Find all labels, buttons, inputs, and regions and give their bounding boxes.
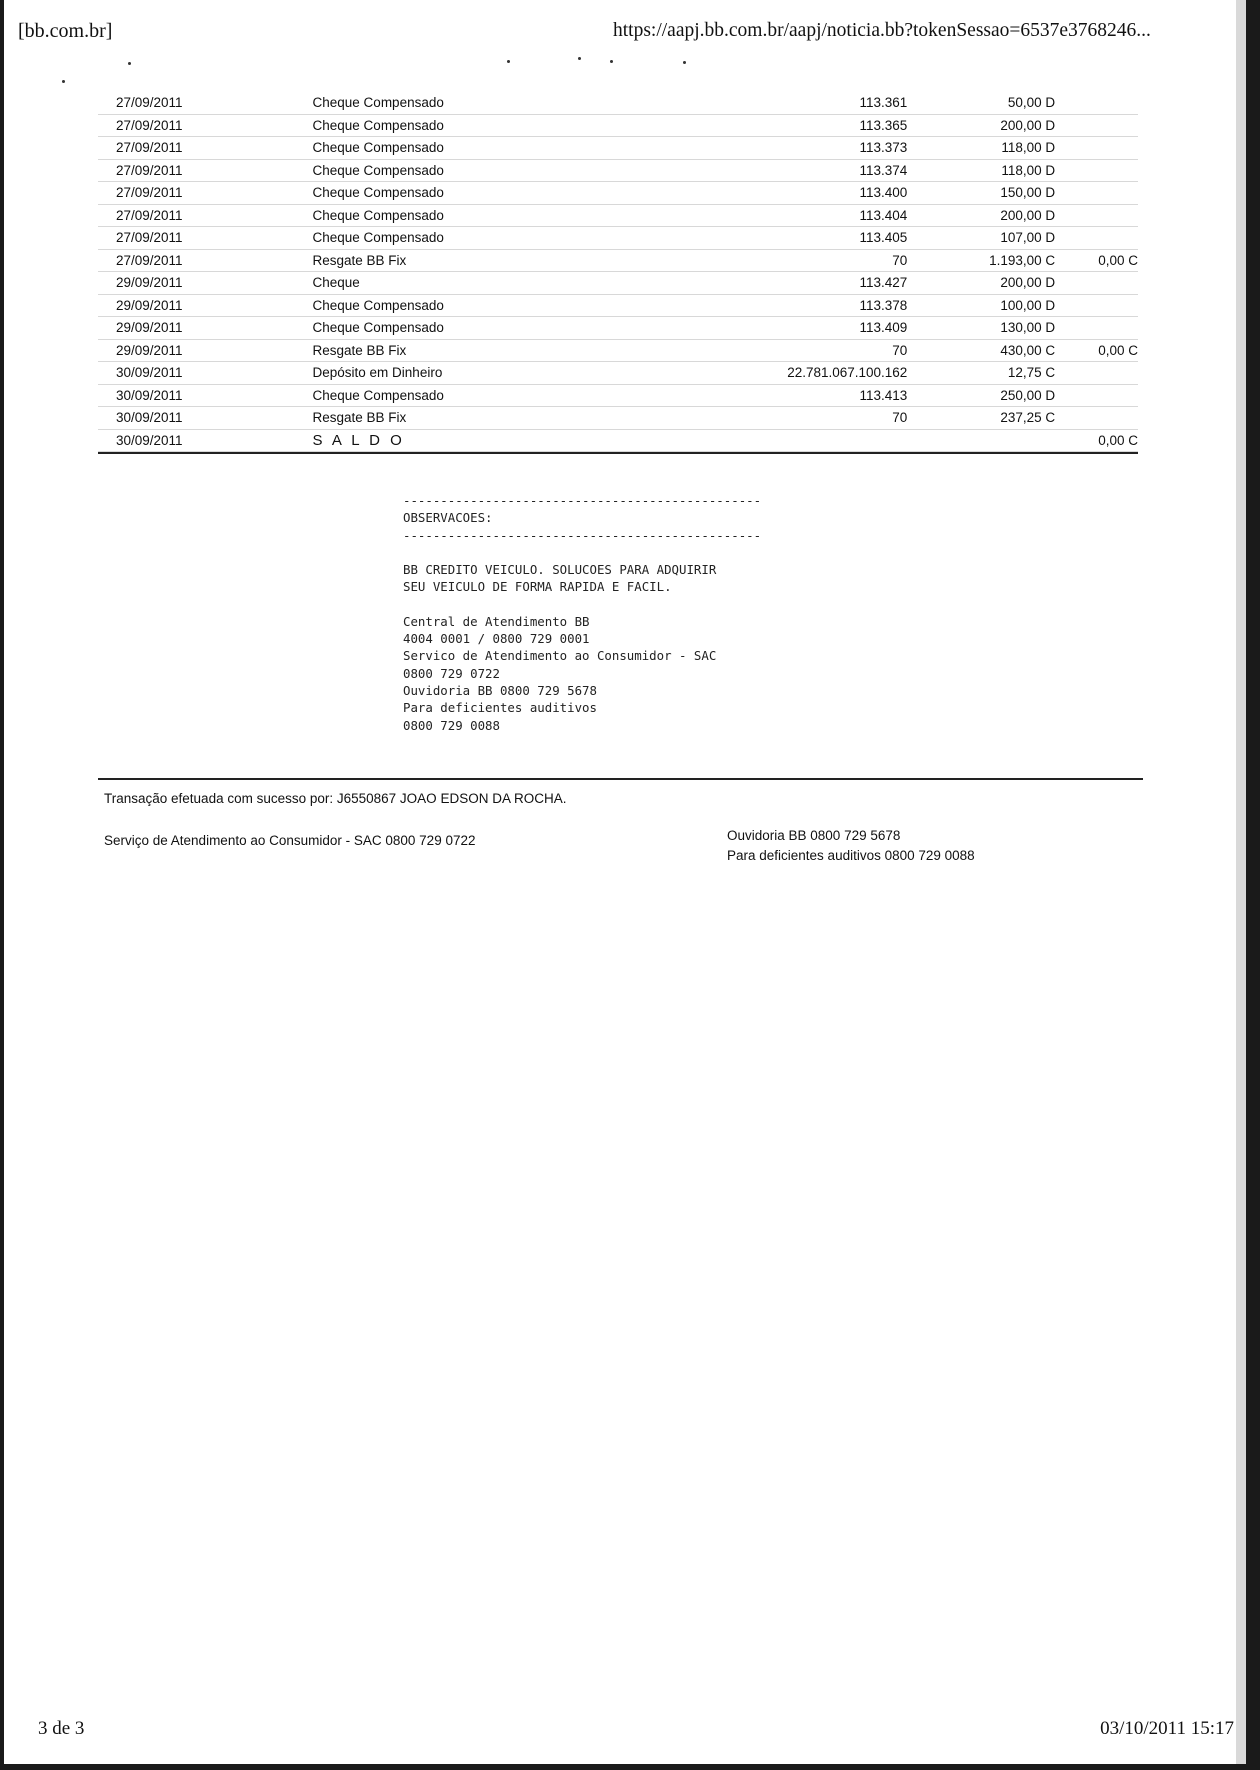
row-document: 113.373 bbox=[653, 137, 907, 160]
row-document: 70 bbox=[653, 249, 907, 272]
statement-row bbox=[98, 339, 1138, 362]
row-date: 27/09/2011 bbox=[98, 249, 313, 272]
statement-row bbox=[98, 114, 1138, 137]
observations-block bbox=[403, 492, 761, 734]
row-history: Cheque bbox=[313, 272, 653, 295]
row-date: 30/09/2011 bbox=[98, 362, 313, 385]
row-value: 200,00 D bbox=[907, 204, 1055, 227]
sac-contact: Serviço de Atendimento ao Consumidor - SAC 0800 729 0722 bbox=[104, 833, 476, 848]
statement-row bbox=[98, 429, 1138, 452]
row-history: Cheque Compensado bbox=[313, 294, 653, 317]
row-value: 237,25 C bbox=[907, 407, 1055, 430]
ouvidoria-contacts bbox=[727, 826, 975, 866]
row-document: 113.405 bbox=[653, 227, 907, 250]
row-value: 107,00 D bbox=[907, 227, 1055, 250]
row-balance: 0,00 C bbox=[1055, 339, 1138, 362]
statement-row bbox=[98, 362, 1138, 385]
row-date: 27/09/2011 bbox=[98, 204, 313, 227]
scan-edge-right bbox=[1246, 0, 1260, 1770]
row-history: Depósito em Dinheiro bbox=[313, 362, 653, 385]
row-balance bbox=[1055, 272, 1138, 295]
row-value: 130,00 D bbox=[907, 317, 1055, 340]
row-document: 113.400 bbox=[653, 182, 907, 205]
row-balance bbox=[1055, 182, 1138, 205]
row-history: Cheque Compensado bbox=[313, 114, 653, 137]
scan-speck bbox=[578, 57, 581, 60]
row-date: 29/09/2011 bbox=[98, 317, 313, 340]
observations-title: OBSERVACOES: bbox=[403, 510, 493, 526]
row-history: Cheque Compensado bbox=[313, 137, 653, 160]
scan-speck bbox=[507, 60, 510, 63]
row-document: 113.374 bbox=[653, 159, 907, 182]
row-value: 150,00 D bbox=[907, 182, 1055, 205]
row-value: 1.193,00 C bbox=[907, 249, 1055, 272]
ouvidoria-line: Ouvidoria BB 0800 729 5678 bbox=[727, 828, 901, 843]
row-date: 30/09/2011 bbox=[98, 429, 313, 452]
row-date: 27/09/2011 bbox=[98, 159, 313, 182]
statement-row bbox=[98, 272, 1138, 295]
row-date: 27/09/2011 bbox=[98, 137, 313, 160]
row-balance bbox=[1055, 294, 1138, 317]
scan-speck bbox=[683, 61, 686, 64]
row-balance: 0,00 C bbox=[1055, 429, 1138, 452]
statement-end-rule bbox=[98, 452, 1138, 454]
row-document: 113.361 bbox=[653, 92, 907, 114]
row-date: 27/09/2011 bbox=[98, 92, 313, 114]
row-document: 70 bbox=[653, 339, 907, 362]
statement-row bbox=[98, 317, 1138, 340]
row-document: 113.365 bbox=[653, 114, 907, 137]
row-value: 200,00 D bbox=[907, 272, 1055, 295]
header-site: [bb.com.br] bbox=[18, 20, 113, 42]
row-history: Resgate BB Fix bbox=[313, 339, 653, 362]
observation-line: Central de Atendimento BB bbox=[403, 613, 590, 629]
row-date: 29/09/2011 bbox=[98, 339, 313, 362]
statement-row bbox=[98, 294, 1138, 317]
observations-dashes-top: ------------------------------------------------ bbox=[403, 493, 762, 508]
row-value: 250,00 D bbox=[907, 384, 1055, 407]
row-date: 27/09/2011 bbox=[98, 182, 313, 205]
row-value bbox=[907, 429, 1055, 452]
observation-line: 0800 729 0088 bbox=[403, 717, 500, 733]
scan-speck bbox=[610, 60, 613, 63]
row-history: Cheque Compensado bbox=[313, 204, 653, 227]
scan-edge-right-shadow bbox=[1236, 0, 1246, 1770]
row-document: 113.409 bbox=[653, 317, 907, 340]
statement-rows bbox=[98, 92, 1138, 452]
row-date: 30/09/2011 bbox=[98, 384, 313, 407]
transaction-confirmation: Transação efetuada com sucesso por: J6550867 JOAO EDSON DA ROCHA. bbox=[104, 791, 567, 806]
row-history: Resgate BB Fix bbox=[313, 249, 653, 272]
row-document bbox=[653, 429, 907, 452]
observation-line: Servico de Atendimento ao Consumidor - SAC bbox=[403, 648, 717, 664]
scan-edge-bottom bbox=[0, 1764, 1260, 1770]
observation-line: Para deficientes auditivos bbox=[403, 700, 597, 716]
row-document: 113.404 bbox=[653, 204, 907, 227]
statement-row bbox=[98, 159, 1138, 182]
observation-line: 4004 0001 / 0800 729 0001 bbox=[403, 631, 590, 647]
row-history: Cheque Compensado bbox=[313, 384, 653, 407]
row-document: 113.427 bbox=[653, 272, 907, 295]
row-balance bbox=[1055, 407, 1138, 430]
row-document: 70 bbox=[653, 407, 907, 430]
row-history: Cheque Compensado bbox=[313, 317, 653, 340]
row-balance bbox=[1055, 114, 1138, 137]
row-date: 27/09/2011 bbox=[98, 114, 313, 137]
row-date: 27/09/2011 bbox=[98, 227, 313, 250]
print-datetime: 03/10/2011 15:17 bbox=[1100, 1718, 1234, 1739]
observations-dashes-bottom: ------------------------------------------------ bbox=[403, 527, 762, 543]
row-balance bbox=[1055, 362, 1138, 385]
statement-row bbox=[98, 384, 1138, 407]
statement-row bbox=[98, 407, 1138, 430]
statement-row bbox=[98, 182, 1138, 205]
observation-line: Ouvidoria BB 0800 729 5678 bbox=[403, 682, 597, 698]
row-date: 29/09/2011 bbox=[98, 272, 313, 295]
row-history: S A L D O bbox=[313, 429, 653, 452]
footer-rule bbox=[98, 778, 1143, 780]
observation-line: 0800 729 0722 bbox=[403, 665, 500, 681]
row-document: 113.378 bbox=[653, 294, 907, 317]
row-history: Cheque Compensado bbox=[313, 92, 653, 114]
statement-row bbox=[98, 204, 1138, 227]
row-history: Cheque Compensado bbox=[313, 182, 653, 205]
observation-line: BB CREDITO VEICULO. SOLUCOES PARA ADQUIRIR bbox=[403, 561, 717, 577]
row-value: 118,00 D bbox=[907, 137, 1055, 160]
row-value: 50,00 D bbox=[907, 92, 1055, 114]
scan-speck bbox=[128, 62, 131, 65]
row-history: Resgate BB Fix bbox=[313, 407, 653, 430]
statement-table bbox=[98, 92, 1138, 452]
row-balance bbox=[1055, 227, 1138, 250]
row-balance bbox=[1055, 137, 1138, 160]
row-value: 430,00 C bbox=[907, 339, 1055, 362]
row-date: 30/09/2011 bbox=[98, 407, 313, 430]
row-balance bbox=[1055, 92, 1138, 114]
row-date: 29/09/2011 bbox=[98, 294, 313, 317]
page-number: 3 de 3 bbox=[38, 1718, 85, 1739]
row-value: 118,00 D bbox=[907, 159, 1055, 182]
scan-edge-left bbox=[0, 0, 4, 1770]
observation-line bbox=[403, 595, 761, 612]
observation-line: SEU VEICULO DE FORMA RAPIDA E FACIL. bbox=[403, 579, 672, 595]
row-balance bbox=[1055, 204, 1138, 227]
row-history: Cheque Compensado bbox=[313, 159, 653, 182]
row-balance bbox=[1055, 384, 1138, 407]
row-history: Cheque Compensado bbox=[313, 227, 653, 250]
row-value: 100,00 D bbox=[907, 294, 1055, 317]
header-url[interactable]: https://aapj.bb.com.br/aapj/noticia.bb?tokenSessao=6537e3768246... bbox=[613, 20, 1151, 41]
row-document: 113.413 bbox=[653, 384, 907, 407]
scan-speck bbox=[62, 80, 65, 83]
statement-row bbox=[98, 92, 1138, 114]
observations-lines bbox=[403, 561, 761, 734]
row-document: 22.781.067.100.162 bbox=[653, 362, 907, 385]
row-value: 200,00 D bbox=[907, 114, 1055, 137]
row-balance bbox=[1055, 317, 1138, 340]
row-balance bbox=[1055, 159, 1138, 182]
deficientes-line: Para deficientes auditivos 0800 729 0088 bbox=[727, 848, 975, 863]
statement-row bbox=[98, 137, 1138, 160]
row-value: 12,75 C bbox=[907, 362, 1055, 385]
row-balance: 0,00 C bbox=[1055, 249, 1138, 272]
statement-row bbox=[98, 249, 1138, 272]
statement-row bbox=[98, 227, 1138, 250]
